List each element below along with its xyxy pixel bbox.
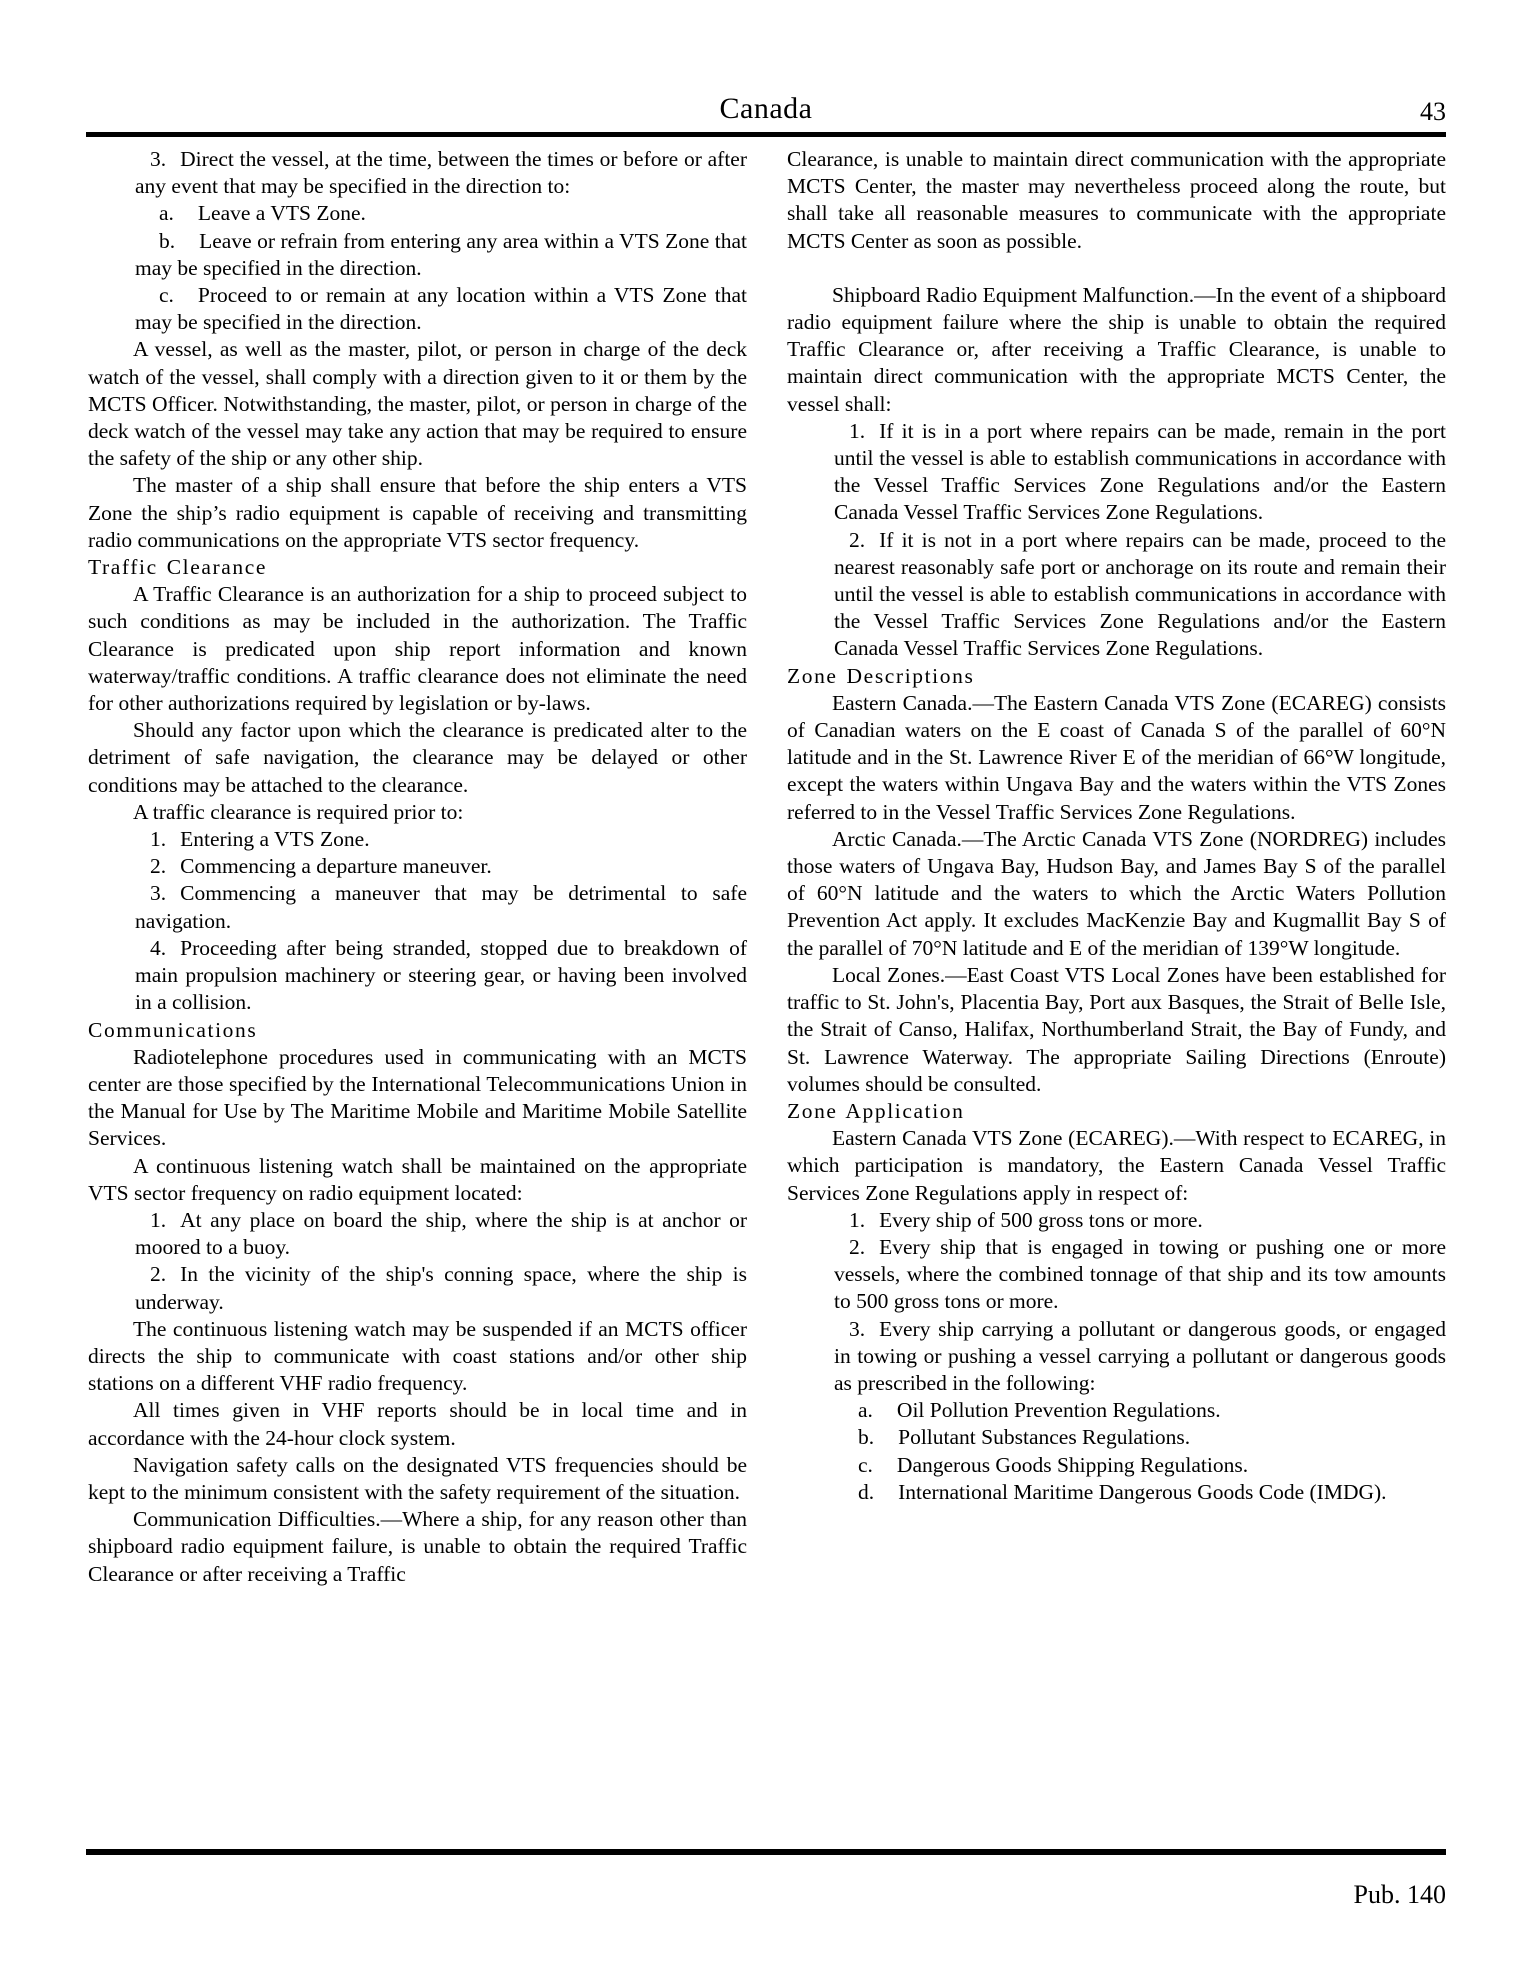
list-marker: 2. [849,1234,866,1259]
paragraph: A continuous listening watch shall be maintained on the appropriate VTS sector frequency on radio equipment located: [88,1153,747,1205]
list-item: b. Pollutant Substances Regulations. [858,1425,1191,1450]
list-item: b. Leave or refrain from entering any area within a VTS Zone that may be specified in the direction. [135,228,747,280]
list-item: 2. Every ship that is engaged in towing or pushing one or more vessels, where the combined tonnage of that ship and its tow amounts to 500 gross tons or more. [834,1234,1446,1314]
list-marker: 1. [150,1207,167,1232]
list-item: c. Proceed to or remain at any location within a VTS Zone that may be specified in the direction. [135,283,747,335]
paragraph: Shipboard Radio Equipment Malfunction.—In the event of a shipboard radio equipment failure where the ship is unable to obtain the required Traffic Clearance or, after receiving a Traffic Clearance, is unable to maintain direct communication with the appropriate MCTS Center, the vessel shall: [787,282,1446,416]
list-item: a. Leave a VTS Zone. [159,201,366,226]
list-item: 1. If it is in a port where repairs can be made, remain in the port until the vessel is able to establish communications in accordance with the Vessel Traffic Services Zone Regulations and/or the Eastern Canada Vessel Traffic Services Zone Regulations. [834,418,1446,525]
list-item: 2. Commencing a departure maneuver. [150,854,492,879]
section-heading: Zone Application [787,1098,965,1123]
list-marker: 1. [849,1207,866,1232]
page-body [88,146,1446,1844]
paragraph: Clearance, is unable to maintain direct communication with the appropriate MCTS Center, the master may nevertheless proceed along the route, but shall take all reasonable measures to communicate with the appropriate MCTS Center as soon as possible. [787,147,1446,253]
list-item: 1. Every ship of 500 gross tons or more. [849,1207,1203,1232]
list-marker: 1. [849,418,866,443]
list-item: d. International Maritime Dangerous Goods Code (IMDG). [858,1479,1387,1504]
list-marker: b. [858,1425,875,1450]
list-marker: 3. [150,147,167,171]
paragraph: The master of a ship shall ensure that before the ship enters a VTS Zone the ship’s radio equipment is capable of receiving and transmitting radio communications on the appropriate VTS sector frequency. [88,473,747,552]
list-item: 3. Commencing a maneuver that may be detrimental to safe navigation. [135,881,747,933]
paragraph: Arctic Canada.—The Arctic Canada VTS Zone (NORDREG) includes those waters of Ungava Bay, Hudson Bay, and James Bay S of the parallel of 60°N latitude and the waters to which the Arctic Waters Pollution Prevention Act apply. It excludes MacKenzie Bay and Kugmallit Bay S of the parallel of 70°N latitude and E of the meridian of 139°W longitude. [787,826,1446,960]
paragraph: Local Zones.—East Coast VTS Local Zones have been established for traffic to St. John's, Placentia Bay, Port aux Basques, the Strait of Belle Isle, the Strait of Canso, Halifax, Northumberland Strait, the Bay of Fundy, and St. Lawrence Waterway. The appropriate Sailing Directions (Enroute) volumes should be consulted. [787,962,1446,1096]
list-item: c. Dangerous Goods Shipping Regulations. [858,1452,1249,1477]
list-marker: a. [159,201,174,226]
paragraph: Eastern Canada VTS Zone (ECAREG).—With respect to ECAREG, in which participation is mandatory, the Eastern Canada Vessel Traffic Services Zone Regulations apply in respect of: [787,1126,1446,1205]
list-marker: 4. [150,935,167,960]
paragraph: Should any factor upon which the clearance is predicated alter to the detriment of safe navigation, the clearance may be delayed or other conditions may be attached to the clearance. [88,718,747,797]
page-number: 43 [1420,97,1446,126]
header-rule [86,132,1446,137]
list-marker: 3. [849,1316,866,1341]
paragraph: Communication Difficulties.—Where a ship, for any reason other than shipboard radio equipment failure, is unable to obtain the required Traffic Clearance or after receiving a Traffic [88,1507,747,1586]
list-marker: d. [858,1479,875,1504]
list-marker: 2. [150,1262,167,1287]
footer-rule [86,1849,1446,1855]
list-marker: c. [159,283,174,308]
section-heading: Zone Descriptions [787,663,975,688]
list-marker: b. [159,228,176,253]
section-heading: Traffic Clearance [88,555,268,580]
list-item: 4. Proceeding after being stranded, stopped due to breakdown of main propulsion machinery or steering gear, or having been involved in a collision. [135,935,747,1015]
paragraph: Navigation safety calls on the designated VTS frequencies should be kept to the minimum consistent with the safety requirement of the situation. [88,1452,747,1504]
list-marker: 2. [150,854,167,879]
paragraph: The continuous listening watch may be suspended if an MCTS officer directs the ship to communicate with coast stations and/or other ship stations on a different VHF radio frequency. [88,1316,747,1396]
paragraph: A vessel, as well as the master, pilot, or person in charge of the deck watch of the vessel, shall comply with a direction given to it or them by the MCTS Officer. Notwithstanding, the master, pilot, or person in charge of the deck watch of the vessel may take any action that may be required to ensure the safety of the ship or any other ship. [88,337,747,471]
list-marker: 1. [150,827,167,852]
list-item: 3. Every ship carrying a pollutant or dangerous goods, or engaged in towing or pushing a vessel carrying a pollutant or dangerous goods as prescribed in the following: [834,1316,1446,1395]
paragraph: All times given in VHF reports should be in local time and in accordance with the 24-hour clock system. [88,1398,747,1450]
list-marker: a. [858,1398,873,1423]
page-title: Canada [719,92,813,125]
left-column [88,146,747,1844]
right-column [787,146,1446,1844]
list-item: a. Oil Pollution Prevention Regulations. [858,1398,1221,1423]
list-item: 2. In the vicinity of the ship's conning space, where the ship is underway. [135,1262,747,1314]
paragraph: A traffic clearance is required prior to: [133,799,464,824]
list-marker: 2. [849,527,866,552]
publication-label: Pub. 140 [1353,1880,1446,1909]
list-item: 1. At any place on board the ship, where the ship is at anchor or moored to a buoy. [135,1207,747,1260]
list-marker: 3. [150,881,167,906]
paragraph: A Traffic Clearance is an authorization for a ship to proceed subject to such conditions as may be included in the authorization. The Traffic Clearance is predicated upon ship report information and known waterway/traffic conditions. A traffic clearance does not eliminate the need for other authorizations required by legislation or by-laws. [88,582,747,716]
list-item: 1. Entering a VTS Zone. [150,827,370,852]
paragraph: Radiotelephone procedures used in communicating with an MCTS center are those specified by the International Telecommunications Union in the Manual for Use by The Maritime Mobile and Maritime Mobile Satellite Services. [88,1044,747,1151]
list-item: 3. Direct the vessel, at the time, between the times or before or after any event that may be specified in the direction to: [135,147,747,199]
paragraph: Eastern Canada.—The Eastern Canada VTS Zone (ECAREG) consists of Canadian waters on the E coast of Canada S of the parallel of 60°N latitude and in the St. Lawrence River E of the meridian of 66°W longitude, except the waters within Ungava Bay and the waters within the VTS Zones referred to in the Vessel Traffic Services Zone Regulations. [787,690,1446,824]
section-heading: Communications [88,1017,258,1042]
list-marker: c. [858,1452,873,1477]
list-item: 2. If it is not in a port where repairs can be made, proceed to the nearest reasonably safe port or anchorage on its route and remain their until the vessel is able to establish communications in accordance with the Vessel Traffic Services Zone Regulations and/or the Eastern Canada Vessel Traffic Services Zone Regulations. [834,527,1446,661]
